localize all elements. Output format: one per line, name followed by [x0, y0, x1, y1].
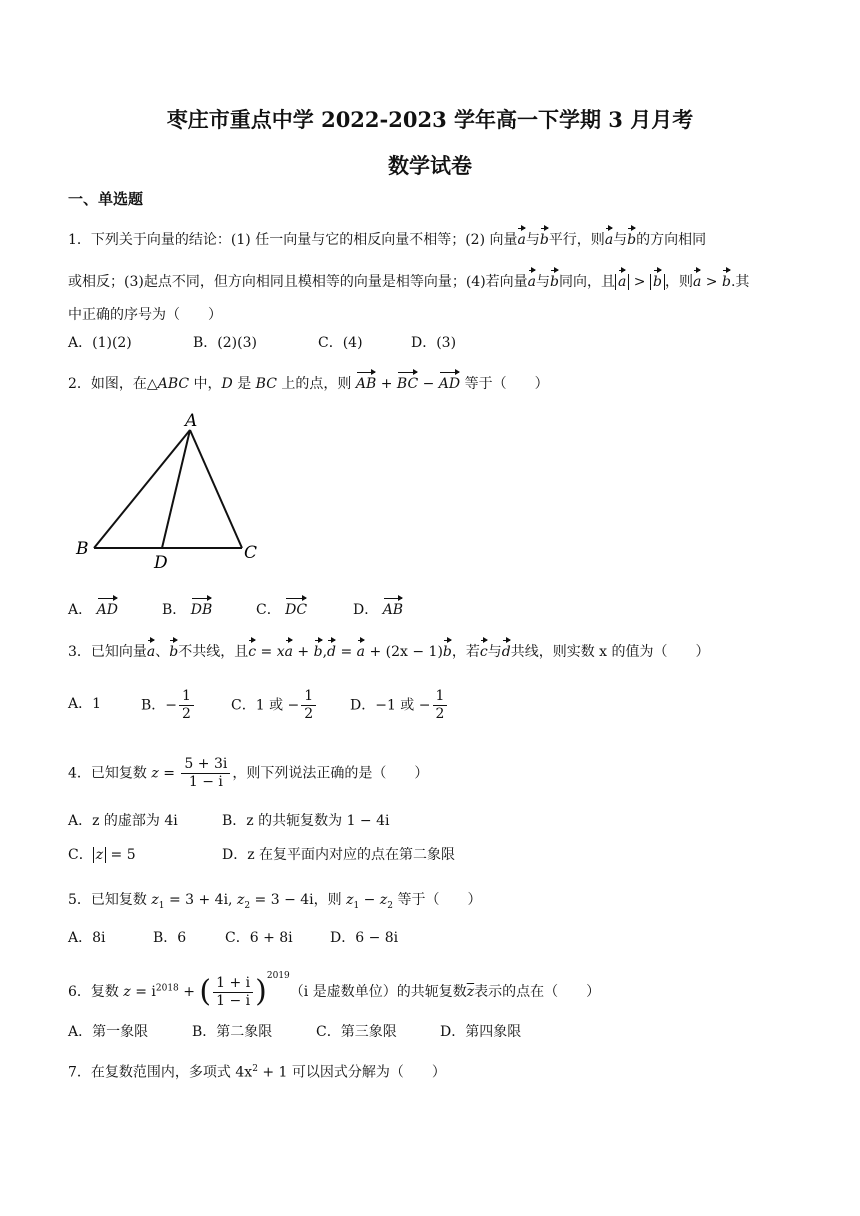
q5-text: 等于（ ） [393, 892, 482, 908]
numerator: 1 [179, 688, 194, 706]
label-a: A [185, 412, 198, 431]
q5-number: 5． [68, 892, 91, 908]
q4-option-c [68, 845, 136, 865]
q1-line-2: 或相反；(3)起点不同，但方向相同且模相等的向量是相等向量；(4)若向量a与b同向，且 a > b ，则a > b.其 [68, 268, 749, 292]
var-z: z [123, 984, 131, 1000]
q1-line-1 [68, 226, 706, 250]
vector-b: b [443, 638, 452, 662]
q3-eq: = x [256, 644, 285, 660]
q1-text: 与 [525, 232, 540, 248]
q7-text: + 1 可以因式分解为（ ） [257, 1064, 446, 1081]
q6-option-d: D．第四象限 [440, 1024, 522, 1040]
exponent: 2019 [266, 971, 290, 981]
q3-text: 、 [155, 644, 170, 660]
subscript: 1 [158, 900, 165, 911]
q4-text: ，则下列说法正确的是（ ） [232, 765, 429, 782]
q4-eq: = [158, 765, 180, 782]
vector-b: b [540, 226, 549, 250]
numerator: 1 + i [213, 975, 253, 993]
vector-b: b [314, 638, 323, 662]
q6-eq: = i [130, 984, 156, 1000]
vector-a: a [517, 226, 525, 250]
q1-text: ，则 [664, 274, 693, 290]
q4-text: 已知复数 [90, 765, 152, 782]
q5-option-a: A．8i [68, 930, 106, 946]
q1-text: 或相反；(3)起点不同，但方向相同且模相等的向量是相等向量；(4)若向量 [68, 274, 528, 290]
q5-line-1 [68, 890, 481, 916]
q3-text: ，若 [451, 644, 480, 660]
var-z: z [151, 892, 159, 908]
q1-line-3: 中正确的序号为（ ） [68, 307, 222, 323]
q1-text: 与 [536, 274, 551, 290]
var-z: z [379, 892, 388, 908]
var-z: z [346, 892, 354, 908]
q3-line-1 [68, 638, 710, 662]
q2-text: 等于（ ） [460, 376, 549, 392]
q1-option-b: B．(2)(3) [193, 335, 257, 351]
q5-option-c: C．6 + 8i [225, 930, 293, 946]
q6-option-b: B．第二象限 [192, 1024, 273, 1040]
q3-text: 已知向量 [90, 644, 147, 660]
q1-number: 1． [68, 232, 91, 248]
option-text: D．−1 或 − [350, 697, 431, 714]
q2-number: 2． [68, 376, 91, 392]
fraction [213, 975, 253, 1010]
q1-option-a: A．(1)(2) [68, 335, 132, 351]
conjugate-z: $\overline{z}$ [466, 984, 475, 1000]
q3-option-d [350, 688, 449, 723]
label-d: D [154, 553, 168, 572]
q3-text: 共线，则实数 x 的值为（ ） [510, 644, 710, 660]
numerator: 1 [301, 688, 316, 706]
option-label: A． [68, 602, 93, 618]
q2-option-d [353, 596, 403, 620]
vector-a: a [528, 268, 536, 292]
q2-option-c [256, 596, 307, 620]
vector-db: DB [191, 596, 213, 620]
q5-option-d: D．6 − 8i [330, 930, 399, 946]
subscript: 2 [244, 900, 251, 911]
segment-bc: BC [255, 376, 277, 392]
left-paren: ( [199, 974, 212, 1009]
q6-line-1 [68, 966, 600, 1010]
q5-eq: = 3 − 4i [250, 892, 314, 908]
vector-ad: AD [97, 596, 118, 620]
q1-text: 的方向相同 [636, 232, 707, 248]
vector-b: b [169, 638, 178, 662]
q2-line-1: 2．如图，在△ABC 中，D 是 BC 上的点，则 AB + BC − AD 等于（ ） [68, 370, 549, 394]
page-subtitle: 数学试卷 [388, 153, 472, 178]
vector-b: b [722, 268, 731, 292]
q2-option-b [162, 596, 212, 620]
vector-c: c [480, 638, 488, 662]
vector-c: c [248, 638, 256, 662]
option-label: B． [162, 602, 187, 618]
vector-d: d [327, 638, 336, 662]
vector-b: b [550, 268, 559, 292]
subscript: 1 [353, 900, 360, 911]
q1-text: 平行，则 [548, 232, 605, 248]
q3-eq: , [322, 644, 328, 660]
q5-text: ，则 [313, 892, 347, 908]
abs-b [650, 274, 665, 290]
option-label: C． [256, 602, 281, 618]
q2-text: 上的点，则 [276, 376, 356, 392]
vector-a: a [147, 638, 155, 662]
q5-eq: − [359, 892, 380, 908]
q1-option-d: D．(3) [411, 335, 457, 351]
q1-option-c: C．(4) [318, 335, 363, 351]
side-ac [190, 430, 242, 548]
vector-b: b [627, 226, 636, 250]
q4-line-1 [68, 756, 428, 791]
q3-eq: = [336, 644, 357, 660]
denominator: 1 − i [216, 992, 251, 1009]
vector-ab: AB [383, 596, 403, 620]
vector-a: a [693, 268, 701, 292]
q5-eq: = 3 + 4i, [164, 892, 237, 908]
q5-option-b: B．6 [153, 930, 187, 946]
q2-text: 中， [189, 376, 222, 392]
numerator: 5 + 3i [181, 756, 230, 774]
section-heading: 一、单选题 [68, 190, 144, 208]
q3-text: 与 [487, 644, 502, 660]
exponent: 2 [252, 1064, 258, 1074]
triangle-figure [72, 412, 272, 572]
q3-option-c [231, 688, 318, 723]
page-title: 枣庄市重点中学 2022-2023 学年高一下学期 3 月月考 [166, 107, 694, 132]
q6-option-a: A．第一象限 [68, 1024, 149, 1040]
q3-eq: + (2x − 1) [365, 644, 443, 660]
exponent: 2018 [155, 983, 179, 994]
q6-option-c: C．第三象限 [316, 1024, 397, 1040]
q7-line-1 [68, 1059, 446, 1083]
q4-option-a: A．z 的虚部为 4i [68, 813, 178, 829]
label-b: B [76, 539, 89, 559]
q2-text: 是 [232, 376, 256, 392]
fraction [181, 756, 230, 791]
numerator: 1 [433, 688, 448, 706]
subscript: 2 [387, 900, 393, 911]
q6-eq: + [178, 984, 200, 1000]
denominator: 2 [435, 706, 445, 722]
vector-a: a [285, 638, 293, 662]
q6-number: 6． [68, 984, 91, 1000]
point-d: D [221, 376, 233, 392]
vector-dc: DC [285, 596, 307, 620]
var-z: z [236, 892, 245, 908]
q3-eq: + [292, 644, 314, 660]
denominator: 1 − i [188, 774, 223, 790]
q1-text: 下列关于向量的结论：(1) 任一向量与它的相反向量不相等；(2) 向量 [90, 232, 518, 248]
vector-ad: AD [439, 370, 460, 394]
vector-a: a [357, 638, 365, 662]
q3-text: 不共线，且 [178, 644, 249, 660]
vector-d: d [502, 638, 511, 662]
q7-text: 在复数范围内，多项式 4x [90, 1064, 253, 1081]
q6-text: 表示的点在（ ） [474, 984, 601, 1000]
fraction-half [179, 688, 194, 723]
label-c: C [244, 543, 258, 563]
q3-option-b [141, 688, 196, 723]
option-label: C． [68, 847, 93, 863]
vector-ab: AB [356, 370, 376, 394]
vector-a: a [618, 268, 626, 292]
q6-text: （i 是虚数单位）的共轭复数 [289, 984, 467, 1000]
q2-option-a [68, 596, 118, 620]
option-text: = 5 [106, 847, 136, 863]
q1-text: 与 [613, 232, 628, 248]
q1-text: .其 [730, 274, 750, 290]
abs-a [615, 274, 629, 290]
q5-text: 已知复数 [90, 892, 152, 908]
vector-bc: BC [397, 370, 418, 394]
option-text: B．− [141, 697, 178, 714]
option-label: D． [353, 602, 379, 618]
vector-b: b [653, 268, 662, 292]
triangle-name: ABC [157, 376, 190, 392]
denominator: 2 [182, 706, 191, 722]
q1-text: 同向，且 [559, 274, 615, 290]
q6-text: 复数 [90, 984, 124, 1000]
q4-option-b: B．z 的共轭复数为 1 − 4i [222, 813, 390, 829]
q2-text: 如图，在△ [90, 376, 158, 392]
fraction-half [433, 688, 448, 723]
q3-number: 3． [68, 644, 91, 660]
fraction-half [301, 688, 316, 723]
q4-option-d: D．z 在复平面内对应的点在第二象限 [222, 847, 456, 863]
right-paren: ) [255, 974, 267, 1009]
var-z: z [151, 765, 159, 782]
option-text: C．1 或 − [231, 697, 300, 714]
abs-z: z [93, 847, 106, 863]
q4-number: 4． [68, 765, 91, 782]
q7-number: 7． [68, 1064, 91, 1081]
denominator: 2 [304, 706, 314, 722]
q3-option-a: A．1 [68, 696, 102, 712]
vector-a: a [605, 226, 613, 250]
